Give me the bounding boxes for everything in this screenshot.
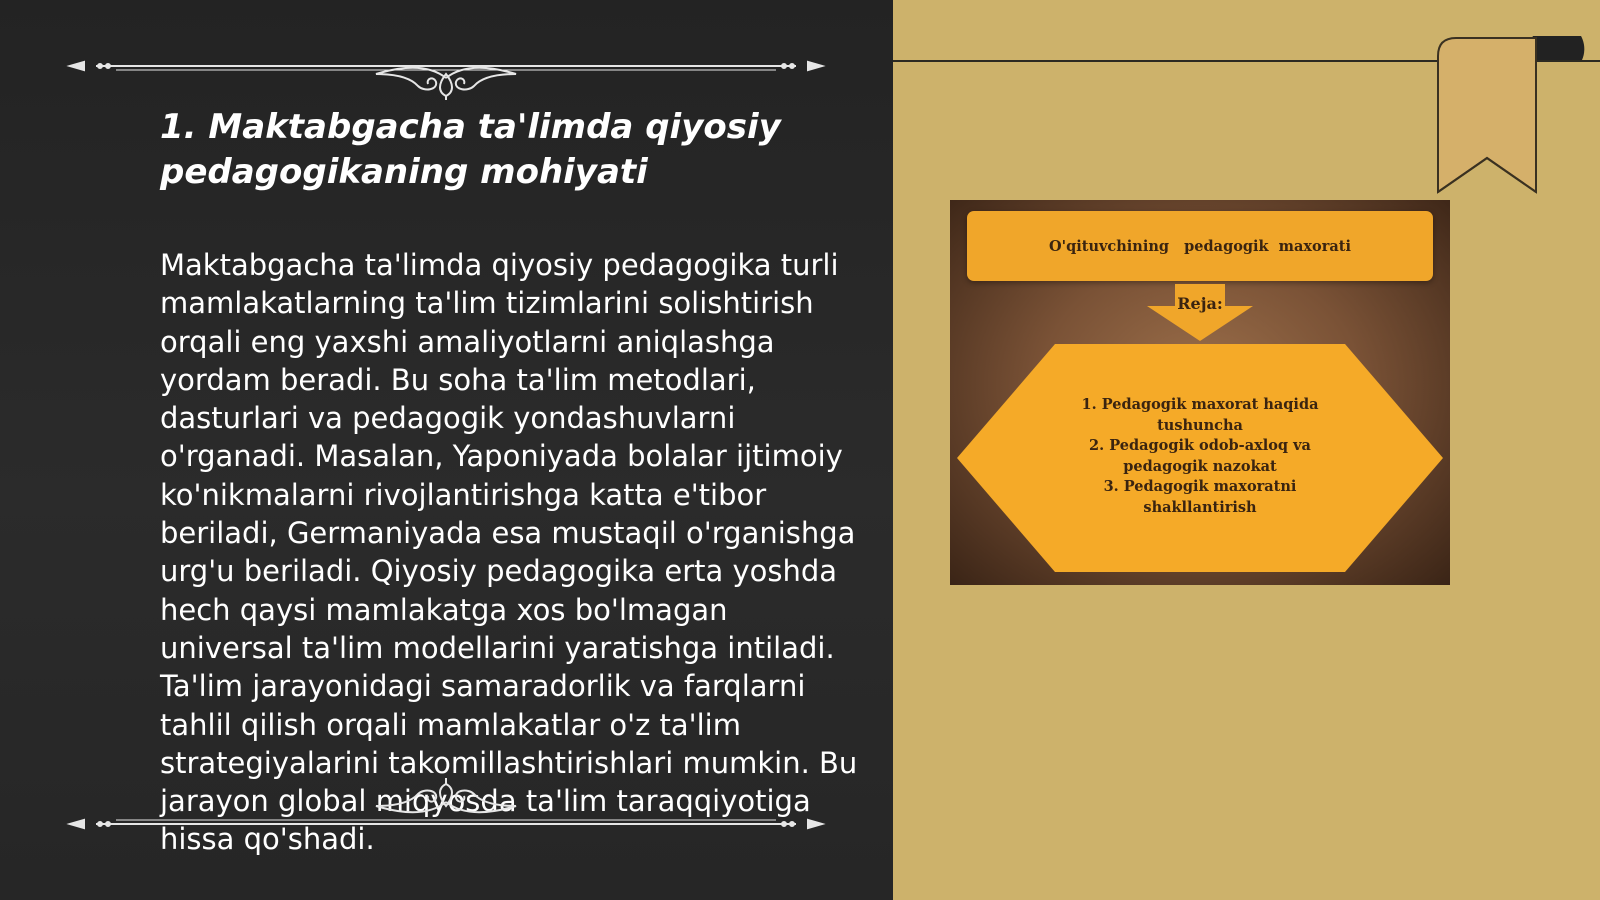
top-ornament-icon: [66, 40, 826, 100]
down-arrow-icon: [1145, 284, 1255, 342]
plan-item: 2. Pedagogik odob-axloq va pedagogik nazokat: [1089, 437, 1311, 475]
slide-body-text: Maktabgacha ta'limda qiyosiy pedagogika turli mamlakatlarning ta'lim tizimlarini solishtirish orqali eng yaxshi amaliyotlarni aniqlashga yordam beradi. Bu soha ta'lim metodlari, dasturlari va pedagogik yondashuvlarni o'rganadi. Masalan, Yaponiyada bolalar ijtimoiy ko'nikmalarni rivojlantirishga katta e'tibor beriladi, Germaniyada esa mustaqil o'rganishga urg'u beriladi. Qiyosiy pedagogika erta yoshda hech qaysi mamlakatga xos bo'lmagan universal ta'lim modellarini yaratishga intiladi. Ta'lim jarayonidagi samaradorlik va farqlarni tahlil qilish orqali mamlakatlar o'z ta'lim strategiyalarini takomillashtirishlari mumkin. Bu jarayon global miqyosda ta'lim taraqqiyotiga hissa qo'shadi.: [160, 248, 858, 857]
plan-list: [1060, 395, 1340, 518]
plan-item: 1. Pedagogik maxorat haqida tushuncha: [1081, 396, 1319, 434]
diagram-header-box: [967, 211, 1433, 281]
diagram-header-text: O'qituvchining pedagogik maxorati: [1049, 237, 1351, 255]
plan-item: 3. Pedagogik maxoratni shakllantirish: [1103, 478, 1297, 516]
arrow-label: Reja:: [1177, 294, 1223, 313]
bookmark-ribbon-icon: [1436, 36, 1596, 196]
pedagogical-skill-diagram: [950, 200, 1450, 585]
bottom-ornament-icon: [66, 778, 826, 838]
slide-title: 1. Maktabgacha ta'limda qiyosiy pedagogikaning mohiyati: [160, 107, 781, 192]
